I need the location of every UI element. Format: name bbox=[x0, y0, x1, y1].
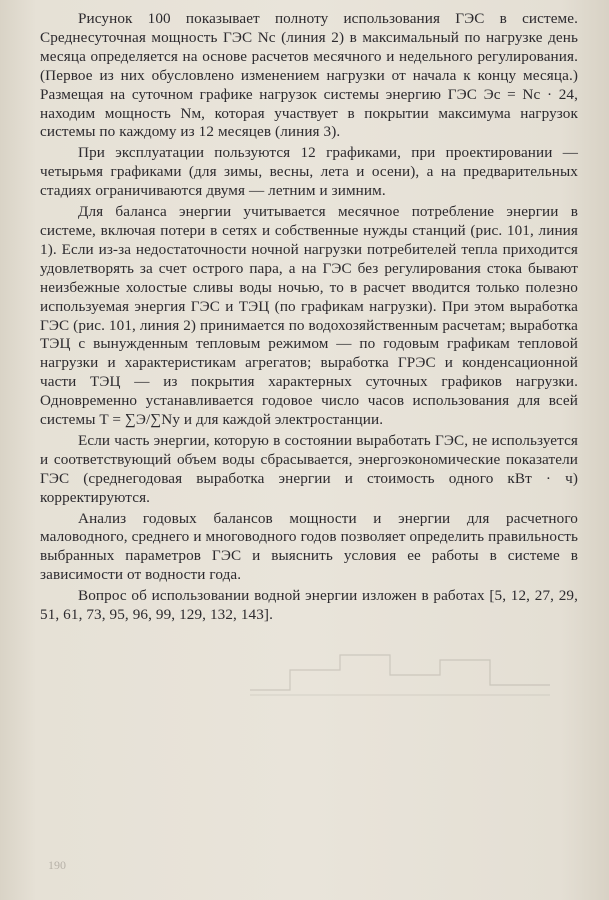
paragraph-4: Если часть энергии, которую в состоянии выработать ГЭС, не используется и соответствующий объем воды сбрасывается, энергоэкономические показатели ГЭС (среднегодовая выработка энергии и стоимость одного кВт · ч) корректируются. bbox=[40, 431, 578, 506]
page-number: 190 bbox=[48, 858, 66, 872]
paragraph-6: Вопрос об использовании водной энергии изложен в работах [5, 12, 27, 29, 51, 61, 73, 95, 96, 99, 129, 132, 143]. bbox=[40, 587, 578, 624]
body-text bbox=[40, 10, 578, 625]
paragraph-2: При эксплуатации пользуются 12 графиками, при проектировании — четырьмя графиками (для зимы, весны, лета и осени), а на предварительных стадиях ограничиваются двумя — летним и зимним. bbox=[40, 144, 578, 200]
paragraph-1: Рисунок 100 показывает полноту использования ГЭС в системе. Среднесуточная мощность ГЭС Nс (линия 2) в максимальный по нагрузке день месяца определяется на основе расчетов месячного и недельного регулирования. (Первое из них обусловлено изменением нагрузки от начала к концу месяца.) Размещая на суточном графике нагрузок системы энергию ГЭС Эс = Nс · 24, находим мощность Nм, которая участвует в покрытии максимума нагрузок системы по каждому из 12 месяцев (линия 3). bbox=[40, 10, 578, 141]
show-through-figure bbox=[250, 630, 550, 700]
paragraph-3: Для баланса энергии учитывается месячное потребление энергии в системе, включая потери в сетях и собственные нужды станций (рис. 101, линия 1). Если из-за недостаточности ночной нагрузки потребителей тепла приходится удовлетворять за счет острого пара, а на ГЭС без регулирования стока бывают неизбежные холостые сливы воды ночью, то в расчет вводится только полезно используемая энергия ГЭС и ТЭЦ (по графикам нагрузки). При этом выработка ГЭС (рис. 101, линия 2) принимается по водохозяйственным расчетам; выработка ТЭЦ с вынужденным тепловым режимом — по годовым графикам тепловой нагрузки и характеристикам агрегатов; выработка ГРЭС и конденсационной части ТЭЦ — из покрытия характерных суточных графиков нагрузки. Одновременно устанавливается годовое число часов использования для всей системы T = ∑Э/∑Nу и для каждой электростанции. bbox=[40, 203, 578, 429]
paragraph-5: Анализ годовых балансов мощности и энергии для расчетного маловодного, среднего и многоводного годов позволяет определить правильность выбранных параметров ГЭС и выяснить условия ее работы в системе в зависимости от водности года. bbox=[40, 509, 578, 584]
